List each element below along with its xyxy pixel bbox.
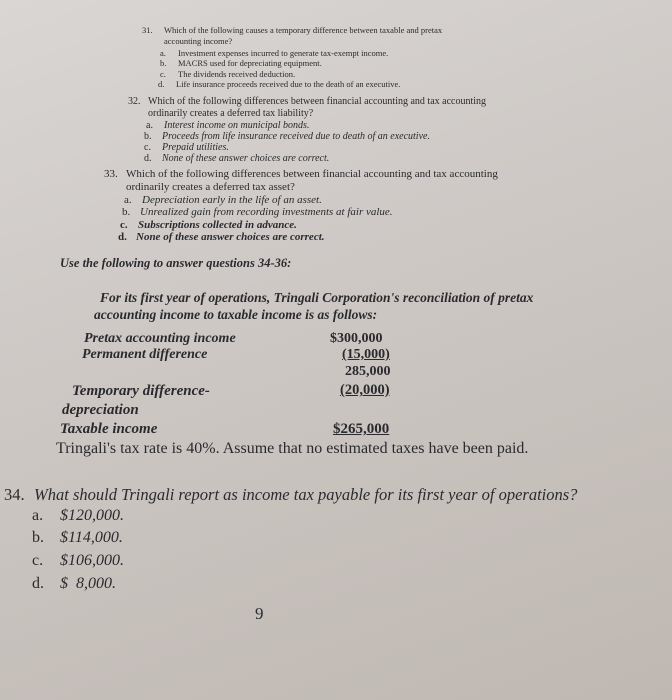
question-stem: Which of the following differences between financial accounting and tax accounting: [126, 168, 498, 180]
option-b: b. MACRS used for depreciating equipment.: [160, 58, 322, 68]
option-b: b. Unrealized gain from recording investments at fair value.: [122, 206, 393, 218]
question-number: 32.: [128, 96, 141, 107]
question-stem: Which of the following causes a temporary difference between taxable and pretax: [164, 25, 443, 35]
option-c: c. The dividends received deduction.: [160, 69, 296, 79]
scenario-line-2: accounting income to taxable income is as follows:: [94, 307, 378, 322]
pretax-label: Pretax accounting income: [84, 331, 236, 346]
option-b: b. $114,000.: [32, 529, 123, 546]
question-number: 31.: [142, 25, 153, 35]
option-a: a. $120,000.: [32, 507, 124, 524]
scenario-line-1: For its first year of operations, Tringali Corporation's reconciliation of pretax: [100, 290, 534, 305]
temporary-label-cont: depreciation: [62, 402, 139, 418]
option-d: d. None of these answer choices are correct.: [144, 153, 330, 164]
option-a: a. Investment expenses incurred to generate tax-exempt income.: [160, 48, 389, 58]
pretax-value: $300,000: [330, 331, 383, 346]
instruction-text: Use the following to answer questions 34-36:: [60, 256, 292, 270]
temporary-label: Temporary difference-: [72, 383, 210, 399]
option-c: c. $106,000.: [32, 552, 124, 569]
taxable-value: $265,000: [333, 421, 390, 437]
permanent-value: (15,000): [342, 347, 390, 362]
question-stem: Which of the following differences between financial accounting and tax accounting: [148, 96, 487, 107]
question-stem-cont: ordinarily creates a deferred tax asset?: [126, 181, 295, 193]
temporary-value: (20,000): [340, 382, 390, 398]
permanent-label: Permanent difference: [82, 347, 208, 362]
option-d: d. None of these answer choices are correct.: [118, 231, 325, 243]
page-number: 9: [255, 604, 264, 623]
question-stem-cont: accounting income?: [164, 36, 233, 46]
option-c: c. Prepaid utilities.: [144, 142, 229, 153]
option-a: a. Interest income on municipal bonds.: [146, 120, 310, 131]
question-number: 34.: [4, 485, 25, 504]
option-b: b. Proceeds from life insurance received due to death of an executive.: [144, 131, 430, 142]
option-a: a. Depreciation early in the life of an asset.: [124, 194, 322, 206]
question-stem-cont: ordinarily creates a deferred tax liability?: [148, 108, 314, 119]
tax-rate-note: Tringali's tax rate is 40%. Assume that no estimated taxes have been paid.: [56, 440, 529, 457]
taxable-label: Taxable income: [60, 421, 158, 437]
option-c: c. Subscriptions collected in advance.: [120, 219, 297, 231]
question-number: 33.: [104, 168, 118, 180]
question-stem: What should Tringali report as income tax payable for its first year of operations?: [34, 485, 578, 504]
option-d: d. Life insurance proceeds received due to the death of an executive.: [158, 79, 401, 89]
option-d: d. $ 8,000.: [32, 575, 116, 592]
subtotal-value: 285,000: [345, 364, 391, 379]
